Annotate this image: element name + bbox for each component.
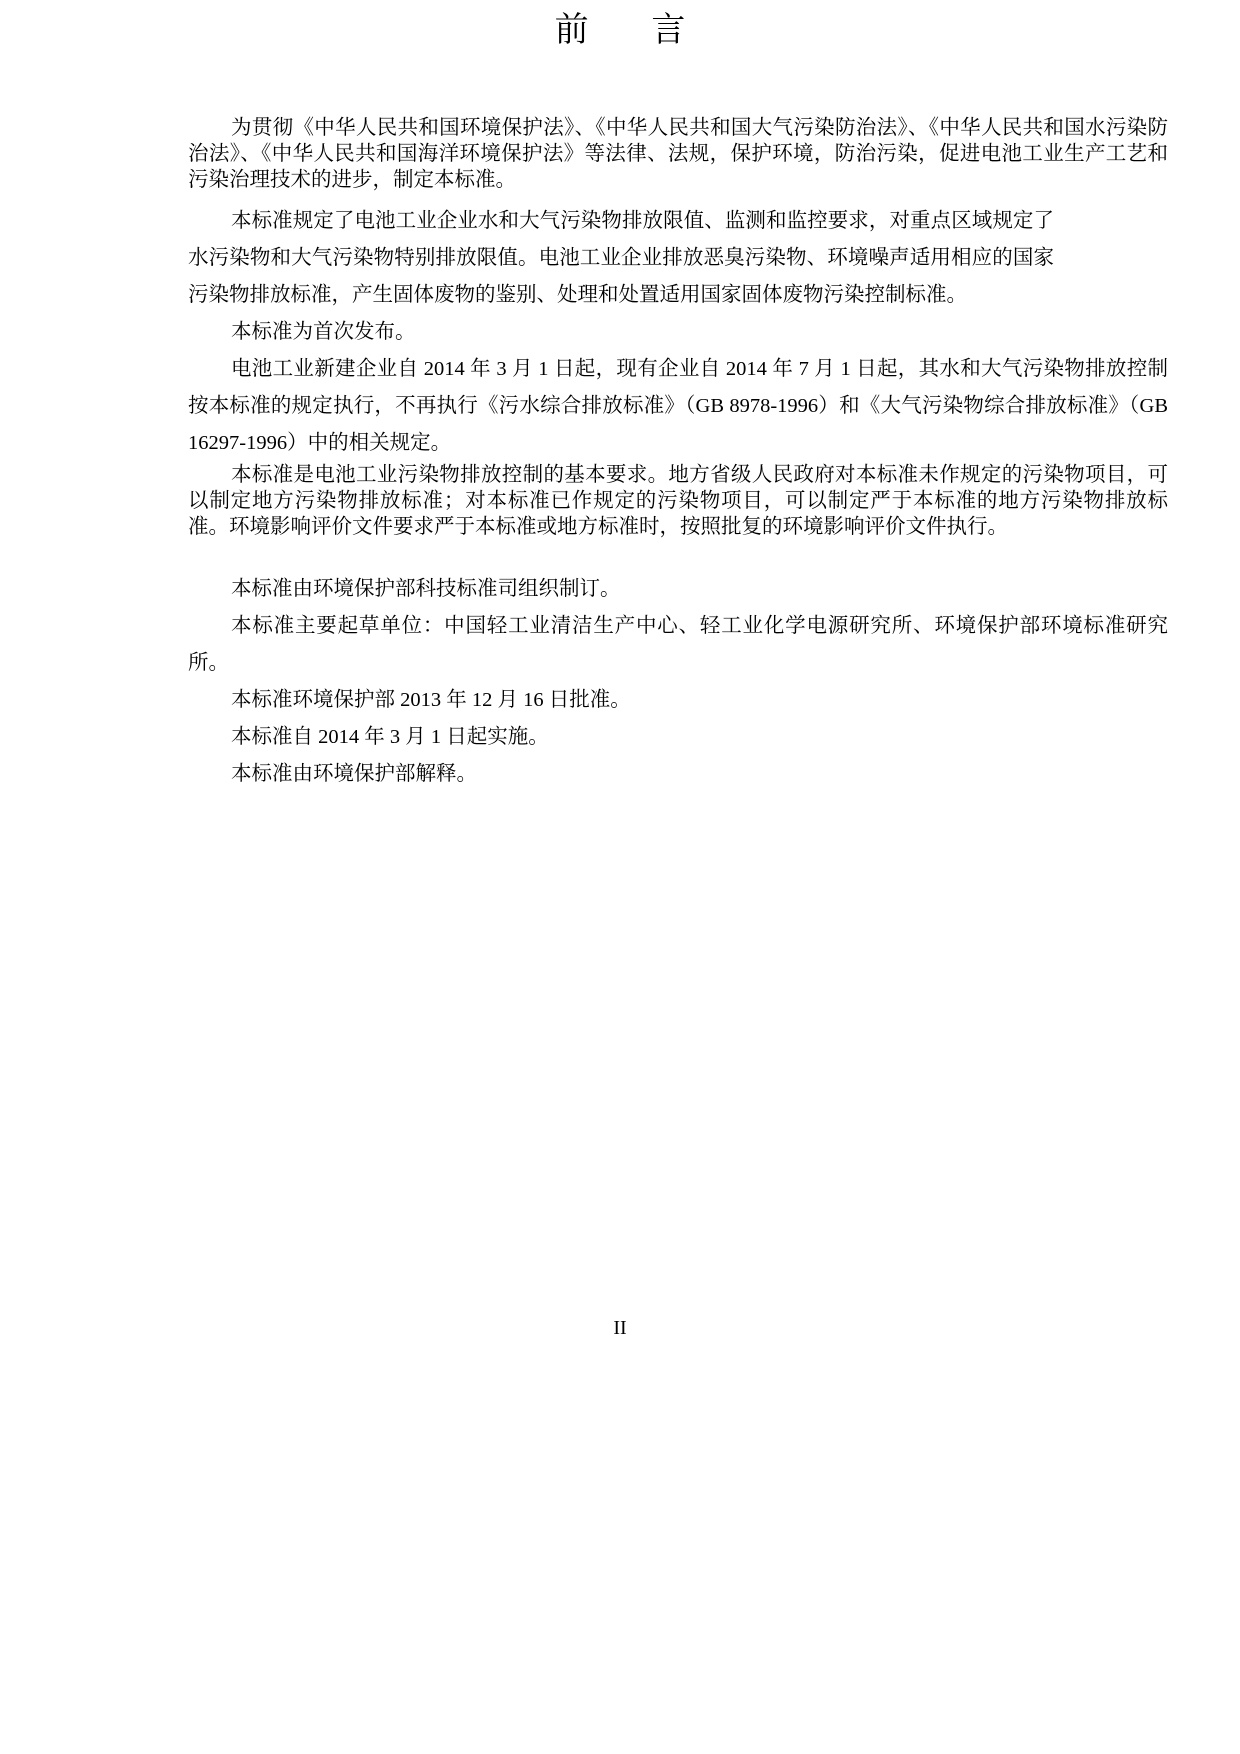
paragraph-basic-requirements: 本标准是电池工业污染物排放控制的基本要求。地方省级人民政府对本标准未作规定的污染物项目，可以制定地方污染物排放标准；对本标准已作规定的污染物项目，可以制定严于本标准的地方污染物排放标准。环境影响评价文件要求严于本标准或地方标准时，按照批复的环境影响评价文件执行。	[188, 464, 1168, 538]
paragraph-drafting-units: 本标准主要起草单位：中国轻工业清洁生产中心、轻工业化学电源研究所、环境保护部环境标准研究所。	[188, 615, 1168, 674]
paragraph-interpretation: 本标准由环境保护部解释。	[231, 763, 477, 785]
paragraph-implementation: 本标准自 2014 年 3 月 1 日起实施。	[231, 726, 549, 748]
paragraph-purpose: 为贯彻《中华人民共和国环境保护法》、《中华人民共和国大气污染防治法》、《中华人民共和国水污染防治法》、《中华人民共和国海洋环境保护法》等法律、法规，保护环境，防治污染，促进电池工业生产工艺和污染治理技术的进步，制定本标准。	[188, 117, 1168, 191]
document-body	[188, 115, 1168, 793]
page-number: II	[613, 1317, 627, 1339]
page-title: 前 言	[554, 10, 712, 50]
paragraph-approval: 本标准环境保护部 2013 年 12 月 16 日批准。	[231, 689, 631, 711]
paragraph-effective-dates: 电池工业新建企业自 2014 年 3 月 1 日起，现有企业自 2014 年 7 月 1 日起，其水和大气污染物排放控制按本标准的规定执行，不再执行《污水综合排放标准》（GB 8978-1996）和《大气污染物综合排放标准》（GB 16297-1996）中的相关规定。	[188, 358, 1168, 454]
paragraph-first-release: 本标准为首次发布。	[231, 321, 416, 343]
paragraph-scope: 本标准规定了电池工业企业水和大气污染物排放限值、监测和监控要求，对重点区域规定了水污染物和大气污染物特别排放限值。电池工业企业排放恶臭污染物、环境噪声适用相应的国家污染物排放标准，产生固体废物的鉴别、处理和处置适用国家固体废物污染控制标准。	[188, 210, 1054, 306]
paragraph-organizer: 本标准由环境保护部科技标准司组织制订。	[231, 578, 621, 600]
